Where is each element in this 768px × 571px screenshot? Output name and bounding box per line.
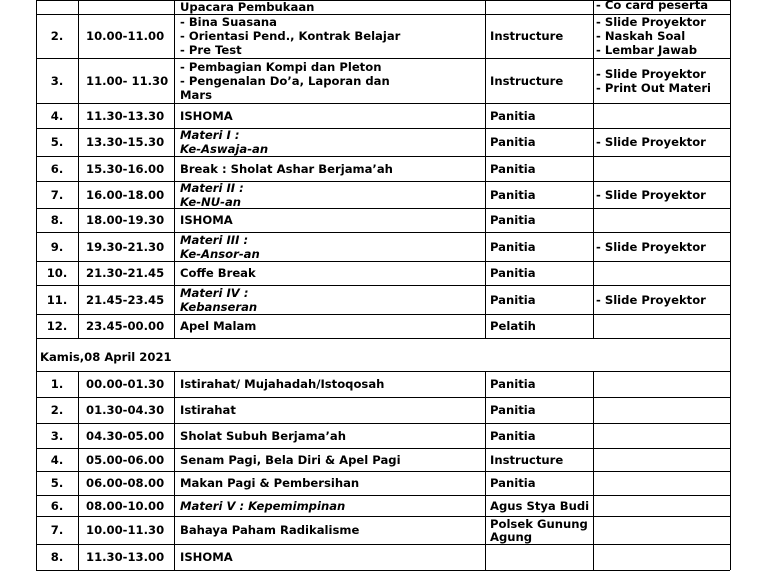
row-number: 5.	[50, 476, 64, 490]
row-activity-line: - Bina Suasana	[180, 15, 278, 29]
row-activity-line: Materi I :	[180, 128, 240, 142]
table-column-rule	[485, 314, 486, 338]
table-rule	[36, 544, 730, 545]
row-time: 04.30-05.00	[86, 428, 165, 443]
table-column-rule	[593, 261, 594, 285]
table-column-rule	[485, 14, 486, 58]
row-activity-line: Apel Malam	[180, 319, 257, 333]
table-column-rule	[730, 208, 731, 232]
row-activity-line: Break : Sholat Ashar Berjama’ah	[180, 161, 393, 176]
table-column-rule	[174, 314, 175, 338]
row-number: 9.	[50, 239, 64, 254]
row-activity-line: Senam Pagi, Bela Diri & Apel Pagi	[180, 452, 401, 467]
table-column-rule	[593, 495, 594, 516]
table-column-rule	[174, 516, 175, 544]
row-activity-line: Materi V : Kepemimpinan	[180, 498, 346, 513]
row-activity-line: Ke-Ansor-an	[180, 246, 260, 261]
row-activity-line: Ke-NU-an	[180, 195, 242, 209]
table-rule	[36, 181, 730, 182]
table-column-rule	[485, 495, 486, 516]
table-column-rule	[78, 128, 79, 156]
row-number: 2.	[50, 403, 64, 417]
row-pj: Pelatih	[490, 319, 536, 333]
table-column-rule	[485, 0, 486, 14]
table-column-rule	[593, 14, 594, 58]
row-pj: Panitia	[490, 266, 536, 280]
table-column-rule	[730, 58, 731, 103]
table-column-rule	[174, 156, 175, 181]
row-time: 19.30-21.30	[86, 239, 165, 254]
row-activity-line: Makan Pagi & Pembersihan	[180, 476, 360, 490]
table-column-rule	[174, 208, 175, 232]
table-column-rule	[593, 371, 594, 397]
table-column-rule	[78, 181, 79, 208]
table-rule	[36, 423, 730, 424]
table-column-rule	[593, 208, 594, 232]
day-header: Kamis,08 April 2021	[40, 350, 172, 364]
row-activity-line: ISHOMA	[180, 213, 233, 227]
table-column-rule	[593, 58, 594, 103]
row-activity-line: Materi IV :	[180, 285, 249, 300]
table-column-rule	[78, 261, 79, 285]
table-column-rule	[174, 423, 175, 448]
table-column-rule	[593, 285, 594, 314]
table-column-rule	[78, 14, 79, 58]
table-column-rule	[78, 232, 79, 261]
table-column-rule	[593, 103, 594, 128]
row-number: 4.	[50, 452, 64, 467]
row-pj: Panitia	[490, 239, 536, 254]
row-number: 1.	[50, 377, 64, 391]
table-column-rule	[593, 448, 594, 471]
table-column-rule	[78, 448, 79, 471]
row-media-line: - Slide Proyektor	[596, 292, 706, 307]
row-time: 13.30-15.30	[86, 135, 165, 149]
row-number: 6.	[50, 161, 64, 176]
table-column-rule	[78, 495, 79, 516]
table-column-rule	[78, 285, 79, 314]
row-pj: Panitia	[490, 213, 536, 227]
table-column-rule	[36, 0, 37, 14]
table-column-rule	[174, 397, 175, 423]
row-activity-line: - Pembagian Kompi dan Pleton	[180, 59, 382, 74]
table-column-rule	[593, 516, 594, 544]
table-column-rule	[485, 397, 486, 423]
table-column-rule	[593, 181, 594, 208]
table-column-rule	[485, 471, 486, 495]
table-column-rule	[730, 128, 731, 156]
table-rule	[36, 208, 730, 209]
row-number: 11.	[46, 292, 68, 307]
table-column-rule	[485, 103, 486, 128]
row-activity-line: Istirahat	[180, 403, 236, 417]
row-media-line: - Print Out Materi	[596, 80, 712, 95]
row-pj: Instructure	[490, 29, 564, 43]
row-media-line: - Slide Proyektor	[596, 135, 706, 149]
table-column-rule	[174, 0, 175, 14]
table-rule	[36, 103, 730, 104]
table-column-rule	[78, 544, 79, 570]
table-column-rule	[78, 423, 79, 448]
table-column-rule	[78, 208, 79, 232]
table-column-rule	[730, 471, 731, 495]
table-column-rule	[174, 103, 175, 128]
table-column-rule	[174, 471, 175, 495]
row-activity-line: Upacara Pembukaan	[180, 0, 315, 14]
table-rule	[36, 58, 730, 59]
table-rule	[36, 128, 730, 129]
row-activity-line: - Pengenalan Do’a, Laporan dan	[180, 73, 390, 88]
row-time: 06.00-08.00	[86, 476, 165, 490]
row-time: 16.00-18.00	[86, 187, 165, 202]
table-column-rule	[78, 371, 79, 397]
row-activity-line: ISHOMA	[180, 108, 233, 123]
table-column-rule	[730, 232, 731, 261]
table-rule	[36, 232, 730, 233]
table-column-rule	[730, 314, 731, 338]
row-number: 5.	[50, 135, 64, 149]
row-activity-line: Istirahat/ Mujahadah/Istoqosah	[180, 377, 385, 391]
table-column-rule	[730, 544, 731, 570]
table-column-rule	[174, 495, 175, 516]
table-column-rule	[730, 371, 731, 397]
table-column-rule	[593, 128, 594, 156]
row-time: 18.00-19.30	[86, 213, 165, 227]
row-activity-line: Coffe Break	[180, 266, 256, 280]
table-column-rule	[78, 516, 79, 544]
table-column-rule	[485, 261, 486, 285]
row-time: 00.00-01.30	[86, 377, 165, 391]
table-rule	[36, 495, 730, 496]
row-time: 21.45-23.45	[86, 292, 165, 307]
row-activity-line: Materi III :	[180, 232, 249, 247]
row-number: 3.	[50, 73, 64, 88]
row-pj: Instructure	[490, 452, 564, 467]
table-column-rule	[78, 471, 79, 495]
table-column-rule	[174, 232, 175, 261]
table-column-rule	[78, 397, 79, 423]
table-column-rule	[174, 14, 175, 58]
table-column-rule	[485, 232, 486, 261]
table-rule	[36, 371, 730, 372]
row-media-line: - Slide Proyektor	[596, 187, 706, 202]
table-column-rule	[174, 261, 175, 285]
row-activity-line: Materi II :	[180, 181, 244, 195]
table-column-rule	[485, 371, 486, 397]
row-number: 7.	[50, 187, 64, 202]
table-column-rule	[485, 285, 486, 314]
table-column-rule	[485, 544, 486, 570]
row-time: 23.45-00.00	[86, 319, 165, 333]
table-column-rule	[78, 156, 79, 181]
table-column-rule	[36, 338, 37, 371]
row-activity-line: Sholat Subuh Berjama’ah	[180, 428, 346, 443]
row-media-line: - Slide Proyektor	[596, 15, 706, 29]
row-media-line: - Slide Proyektor	[596, 66, 706, 81]
row-time: 11.30-13.00	[86, 550, 165, 564]
row-pj: Panitia	[490, 108, 536, 123]
row-time: 08.00-10.00	[86, 498, 165, 513]
row-media-line: - Naskah Soal	[596, 29, 686, 43]
table-column-rule	[593, 232, 594, 261]
table-column-rule	[485, 181, 486, 208]
table-column-rule	[78, 103, 79, 128]
row-number: 6.	[50, 498, 64, 513]
row-media-line: - Co card peserta	[596, 0, 709, 12]
row-pj: Polsek Gunung Agung	[490, 517, 588, 544]
table-column-rule	[730, 156, 731, 181]
row-number: 10.	[46, 266, 68, 280]
table-column-rule	[730, 261, 731, 285]
row-pj: Agus Stya Budi	[490, 498, 590, 513]
row-pj: Panitia	[490, 428, 536, 443]
table-rule	[36, 471, 730, 472]
table-column-rule	[593, 397, 594, 423]
table-column-rule	[485, 423, 486, 448]
row-pj: Panitia	[490, 377, 536, 391]
table-column-rule	[730, 495, 731, 516]
table-column-rule	[730, 423, 731, 448]
row-activity-line: Mars	[180, 87, 212, 102]
row-pj: Panitia	[490, 187, 536, 202]
table-column-rule	[730, 397, 731, 423]
row-number: 7.	[50, 523, 64, 537]
row-activity-line: ISHOMA	[180, 550, 233, 564]
table-rule	[36, 261, 730, 262]
table-rule	[36, 397, 730, 398]
table-column-rule	[174, 181, 175, 208]
table-column-rule	[730, 448, 731, 471]
row-time: 15.30-16.00	[86, 161, 165, 176]
row-activity-line: - Pre Test	[180, 43, 242, 57]
row-activity-line: Kebanseran	[180, 299, 258, 314]
table-column-rule	[593, 156, 594, 181]
table-column-rule	[730, 103, 731, 128]
table-column-rule	[485, 208, 486, 232]
table-column-rule	[485, 58, 486, 103]
table-column-rule	[78, 58, 79, 103]
table-column-rule	[593, 423, 594, 448]
table-column-rule	[485, 128, 486, 156]
row-activity-line: Ke-Aswaja-an	[180, 142, 269, 156]
table-column-rule	[730, 338, 731, 371]
row-pj: Panitia	[490, 135, 536, 149]
row-pj: Panitia	[490, 161, 536, 176]
table-rule	[36, 285, 730, 286]
row-pj: Panitia	[490, 292, 536, 307]
table-rule	[36, 156, 730, 157]
row-time: 05.00-06.00	[86, 452, 165, 467]
row-activity-line: Bahaya Paham Radikalisme	[180, 523, 360, 537]
table-column-rule	[174, 544, 175, 570]
table-column-rule	[730, 285, 731, 314]
row-time: 21.30-21.45	[86, 266, 165, 280]
table-rule	[36, 516, 730, 517]
row-time: 10.00-11.30	[86, 523, 165, 537]
table-column-rule	[730, 0, 731, 14]
table-column-rule	[174, 285, 175, 314]
row-pj: Instructure	[490, 73, 564, 88]
table-column-rule	[593, 314, 594, 338]
table-column-rule	[485, 516, 486, 544]
row-activity-line: - Orientasi Pend., Kontrak Belajar	[180, 29, 401, 43]
table-column-rule	[174, 58, 175, 103]
table-column-rule	[174, 128, 175, 156]
table-column-rule	[593, 0, 594, 14]
table-column-rule	[174, 371, 175, 397]
row-media-line: - Lembar Jawab	[596, 43, 698, 57]
table-column-rule	[593, 544, 594, 570]
row-media-line: - Slide Proyektor	[596, 239, 706, 254]
table-column-rule	[730, 516, 731, 544]
row-pj: Panitia	[490, 403, 536, 417]
table-column-rule	[78, 314, 79, 338]
table-column-rule	[485, 448, 486, 471]
table-column-rule	[593, 471, 594, 495]
row-time: 11.00- 11.30	[86, 73, 169, 88]
table-column-rule	[730, 181, 731, 208]
row-number: 8.	[50, 550, 64, 564]
row-number: 2.	[50, 29, 64, 43]
row-number: 3.	[50, 428, 64, 443]
row-time: 11.30-13.30	[86, 108, 165, 123]
row-pj: Panitia	[490, 476, 536, 490]
row-time: 10.00-11.00	[86, 29, 165, 43]
row-time: 01.30-04.30	[86, 403, 165, 417]
table-column-rule	[174, 448, 175, 471]
table-column-rule	[485, 156, 486, 181]
row-number: 8.	[50, 213, 64, 227]
row-number: 4.	[50, 108, 64, 123]
table-rule	[36, 338, 730, 339]
table-rule	[36, 314, 730, 315]
table-column-rule	[730, 14, 731, 58]
table-rule	[36, 448, 730, 449]
row-number: 12.	[46, 319, 68, 333]
table-column-rule	[78, 0, 79, 14]
